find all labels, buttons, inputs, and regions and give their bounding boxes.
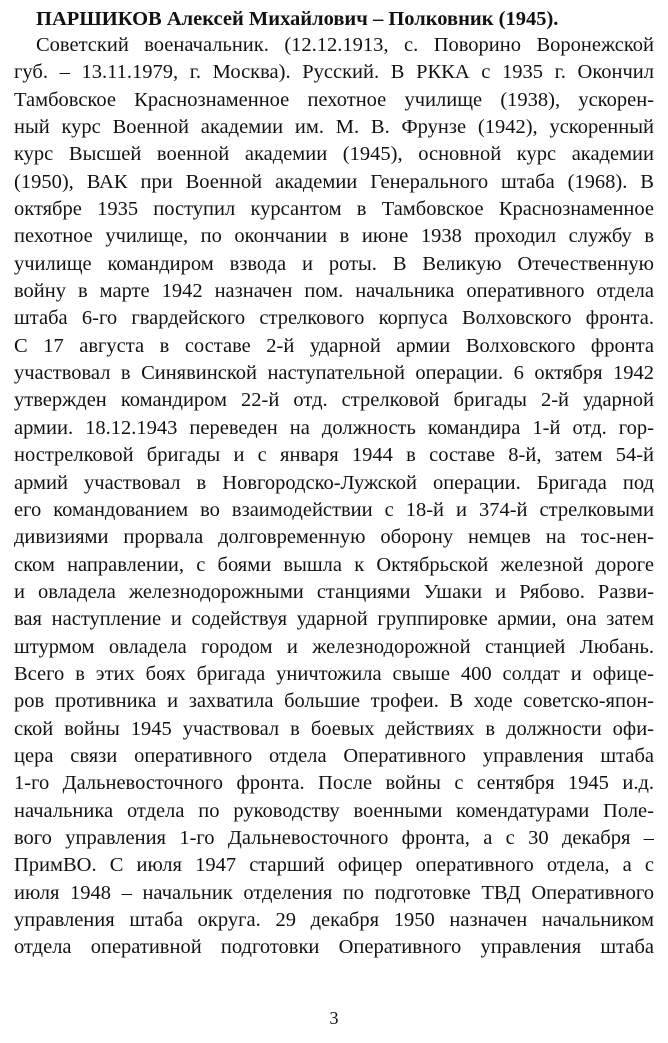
text-line: вая наступление и содействуя ударной группировке армии, она затем	[14, 608, 654, 631]
text-line: пехотное училище, по окончании в июне 1938 проходил службу в	[14, 225, 654, 248]
text-line: участвовал в Синявинской наступательной операции. 6 октября 1942	[14, 362, 654, 385]
text-line: С 17 августа в составе 2-й ударной армии Волховского фронта	[14, 334, 654, 357]
text-line: ПримВО. С июля 1947 старший офицер оперативного отдела, а с	[14, 854, 654, 877]
text-line: штаба 6-го гвардейского стрелкового корпуса Волховского фронта.	[14, 307, 654, 330]
text-line: ском направлении, с боями вышла к Октябрьской железной дороге	[14, 553, 654, 576]
text-line: губ. – 13.11.1979, г. Москва). Русский. В РККА с 1935 г. Окончил	[14, 61, 654, 84]
text-line: Советский военачальник. (12.12.1913, с. Поворино Воронежской	[36, 34, 654, 56]
text-line: армии. 18.12.1943 переведен на должность командира 1-й отд. гор-	[14, 416, 654, 439]
text-line: его командованием во взаимодействии с 18-й и 374-й стрелковыми	[14, 498, 654, 521]
text-line: 1-го Дальневосточного фронта. После войны с сентября 1945 и.д.	[14, 772, 654, 795]
person-name: ПАРШИКОВ Алексей Михайлович	[36, 8, 368, 30]
text-line: цера связи оперативного отдела Оперативного управления штаба	[14, 744, 654, 767]
text-line: Всего в этих боях бригада уничтожила свыше 400 солдат и офице-	[14, 662, 654, 685]
text-line: Тамбовское Краснознаменное пехотное училище (1938), ускорен-	[14, 88, 654, 111]
text-line: дивизиями прорвала долговременную оборону немцев на тос-нен-	[14, 526, 654, 549]
page-number: 3	[329, 1008, 339, 1028]
text-line: ров противника и захватила большие трофеи. В ходе советско-япон-	[14, 690, 654, 713]
text-line: (1950), ВАК при Военной академии Генерального штаба (1968). В	[14, 170, 654, 193]
text-line: штурмом овладела городом и железнодорожной станцией Любань.	[14, 635, 654, 658]
text-line: войну в марте 1942 назначен пом. начальника оперативного отдела	[14, 280, 654, 303]
text-line: и овладела железнодорожными станциями Ушаки и Рябово. Разви-	[14, 580, 654, 603]
text-line: начальника отдела по руководству военными комендатурами Поле-	[14, 799, 654, 822]
text-line: ской войны 1945 участвовал в боевых действиях в должности офи-	[14, 717, 654, 740]
text-line: утвержден командиром 22-й отд. стрелковой бригады 2-й ударной	[14, 389, 654, 412]
text-line: курс Высшей военной академии (1945), основной курс академии	[14, 143, 654, 166]
text-line: октябре 1935 поступил курсантом в Тамбовское Краснознаменное	[14, 198, 654, 221]
document-page	[14, 6, 654, 962]
text-line: ный курс Военной академии им. М. В. Фрунзе (1942), ускоренный	[14, 116, 654, 139]
text-line: управления штаба округа. 29 декабря 1950 назначен начальником	[14, 909, 654, 931]
text-line: июля 1948 – начальник отделения по подготовке ТВД Оперативного	[14, 881, 654, 904]
biography-text	[14, 32, 654, 962]
rank-title: – Полковник (1945).	[367, 8, 559, 30]
text-line: отдела оперативной подготовки Оперативного управления штаба	[14, 936, 654, 959]
text-line: нострелковой бригады и с января 1944 в составе 8-й, затем 54-й	[14, 444, 654, 467]
text-line: армий участвовал в Новгородско-Лужской операции. Бригада под	[14, 471, 654, 494]
text-line: вого управления 1-го Дальневосточного фронта, а с 30 декабря –	[14, 826, 654, 849]
text-line: училище командиром взвода и роты. В Великую Отечественную	[14, 252, 654, 275]
entry-heading	[14, 6, 654, 32]
